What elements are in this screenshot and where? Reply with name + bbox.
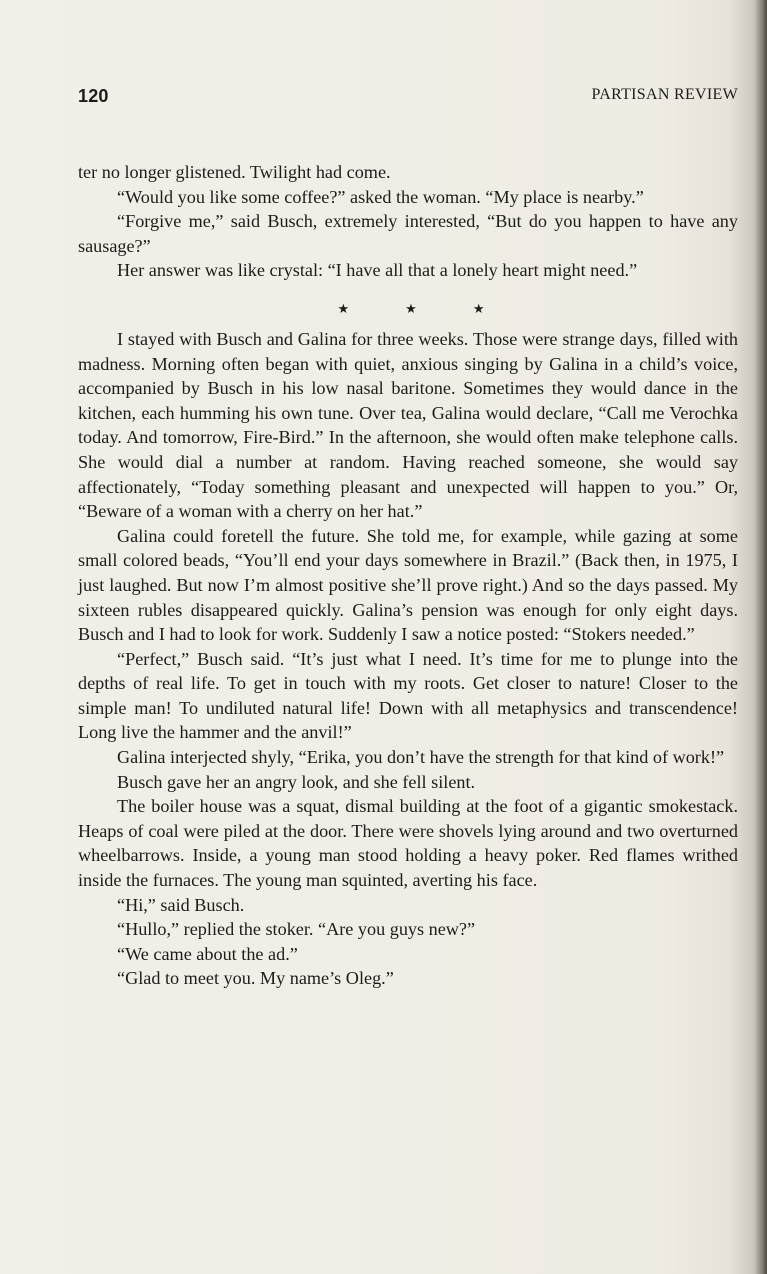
page-header [78, 86, 738, 110]
paragraph: I stayed with Busch and Galina for three weeks. Those were strange days, filled with madness. Morning often began with quiet, anxious singing by Galina in a child’s voice, accompanied by Busch in his low nasal baritone. Sometimes they would dance in the kitchen, each humming his own tune. Over tea, Galina would declare, “Call me Verochka today. And tomorrow, Fire-Bird.” In the afternoon, she would often make telephone calls. She would dial a number at random. Having reached someone, she would say affectionately, “Today something pleasant and unexpected will happen to you.” Or, “Beware of a woman with a cherry on her hat.” [78, 328, 738, 522]
paragraph: “Perfect,” Busch said. “It’s just what I need. It’s time for me to plunge into the depths of real life. To get in touch with my roots. Get closer to nature! Closer to the simple man! To undiluted natural life! Down with all metaphysics and transcendence! Long live the hammer and the anvil!” [78, 648, 738, 743]
star-icon: ★ [337, 300, 350, 316]
paragraph: “We came about the ad.” [117, 943, 298, 964]
paragraph: Her answer was like crystal: “I have all that a lonely heart might need.” [117, 260, 638, 281]
paragraph: “Forgive me,” said Busch, extremely interested, “But do you happen to have any sausage?” [78, 211, 738, 256]
paragraph: “Glad to meet you. My name’s Oleg.” [117, 968, 394, 989]
body-text [78, 160, 738, 991]
star-icon: ★ [472, 300, 485, 316]
book-spine-shadow [755, 0, 767, 1274]
paragraph: “Hullo,” replied the stoker. “Are you guys new?” [117, 919, 476, 940]
star-icon: ★ [405, 300, 417, 316]
page-number: 120 [78, 86, 109, 106]
paragraph: Busch gave her an angry look, and she fell silent. [117, 771, 476, 792]
paragraph: The boiler house was a squat, dismal building at the foot of a gigantic smokestack. Heaps of coal were piled at the door. There were shovels lying around and two overturned wheelbarrows. Inside, a young man stood holding a heavy poker. Red flames writhed inside the furnaces. The young man squinted, averting his face. [78, 796, 738, 891]
paragraph: Galina interjected shyly, “Erika, you don’t have the strength for that kind of work!” [117, 747, 725, 768]
paragraph: “Would you like some coffee?” asked the woman. “My place is nearby.” [117, 186, 644, 207]
paragraph: “Hi,” said Busch. [117, 894, 245, 915]
paragraph-continuation: ter no longer glistened. Twilight had come. [78, 162, 391, 182]
running-head: PARTISAN REVIEW [591, 86, 738, 103]
section-break-ornament [78, 297, 738, 321]
paragraph: Galina could foretell the future. She told me, for example, while gazing at some small colored beads, “You’ll end your days somewhere in Brazil.” (Back then, in 1975, I just laughed. But now I’m almost positive she’ll prove right.) And so the days passed. My sixteen rubles disappeared quickly. Galina’s pension was enough for only eight days. Busch and I had to look for work. Suddenly I saw a notice posted: “Stokers needed.” [78, 525, 738, 645]
